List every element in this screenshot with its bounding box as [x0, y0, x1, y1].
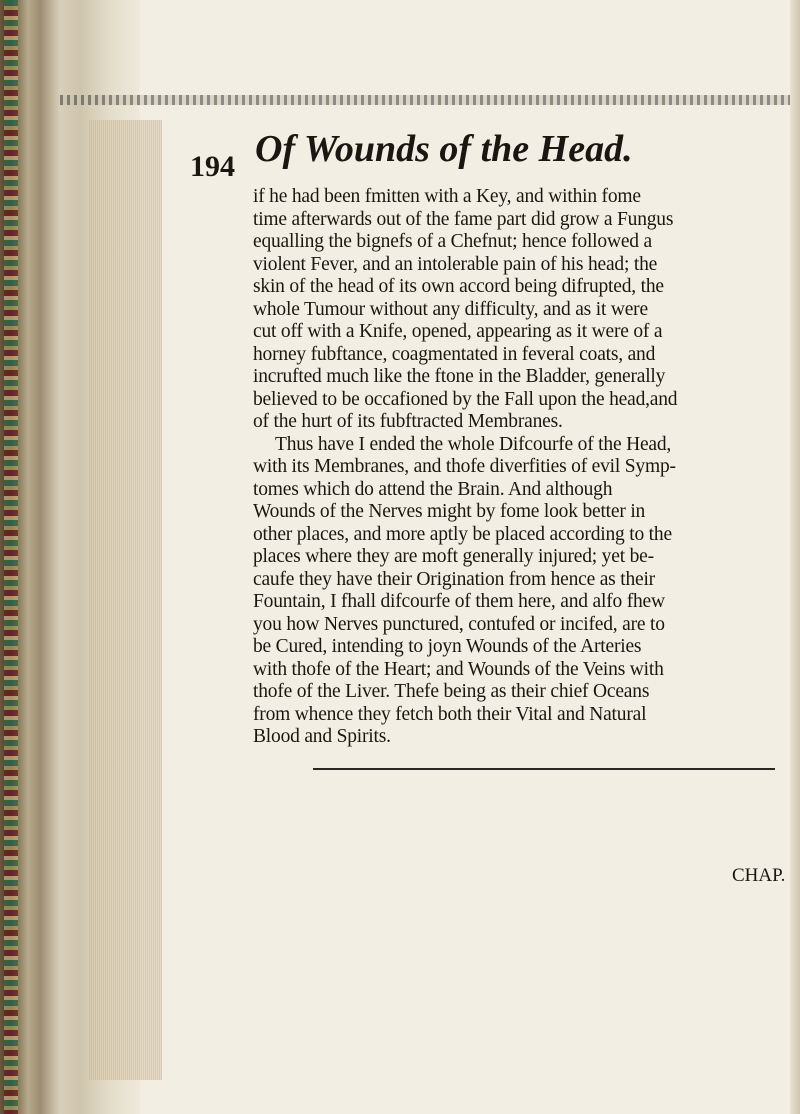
text-line: skin of the head of its own accord being difrupted, the: [253, 276, 664, 297]
horizontal-rule: [313, 768, 775, 770]
text-line: of the hurt of its fubftracted Membranes.: [253, 411, 563, 432]
text-line: Wounds of the Nerves might by fome look better in: [253, 501, 646, 522]
text-line: violent Fever, and an intolerable pain of his head; the: [253, 253, 658, 275]
body-text: [253, 186, 778, 749]
text-line: tomes which do attend the Brain. And although: [253, 478, 613, 500]
text-line: believed to be occafioned by the Fall upon the head,and: [253, 388, 678, 410]
text-line: if he had been fmitten with a Key, and within fome: [253, 186, 641, 207]
text-line: you how Nerves punctured, contufed or incifed, are to: [253, 613, 665, 635]
text-line: be Cured, intending to joyn Wounds of the Arteries: [253, 636, 642, 657]
text-line: thofe of the Liver. Thefe being as their chief Oceans: [253, 681, 650, 702]
text-line: places where they are moft generally injured; yet be-: [253, 546, 654, 567]
page-edges: [88, 120, 162, 1080]
text-line: from whence they fetch both their Vital and Natural: [253, 703, 647, 725]
text-line: equalling the bignefs of a Chefnut; hence followed a: [253, 231, 652, 252]
catchword: CHAP.: [732, 865, 786, 886]
text-line: cut off with a Knife, opened, appearing as it were of a: [253, 321, 663, 342]
text-line: horney fubftance, coagmentated in feveral coats, and: [253, 343, 656, 365]
text-line: caufe they have their Origination from hence as their: [253, 568, 655, 590]
text-line: incrufted much like the ftone in the Bladder, generally: [253, 366, 666, 387]
text-line: other places, and more aptly be placed according to the: [253, 523, 672, 545]
text-line: with its Membranes, and thofe diverfities of evil Symp-: [253, 456, 676, 477]
decorative-spine-border: [4, 0, 18, 1114]
right-page-edge: [790, 0, 800, 1114]
text-line: Blood and Spirits.: [253, 726, 391, 747]
text-line: Thus have I ended the whole Difcourfe of the Head,: [275, 433, 672, 455]
text-line: time afterwards out of the fame part did grow a Fungus: [253, 208, 674, 230]
text-line: Fountain, I fhall difcourfe of them here, and alfo fhew: [253, 591, 665, 612]
page-number: 194: [190, 150, 235, 183]
text-line: with thofe of the Heart; and Wounds of the Veins with: [253, 658, 664, 680]
top-decorative-border: [60, 95, 800, 105]
running-head: Of Wounds of the Head.: [255, 128, 633, 170]
text-line: whole Tumour without any difficulty, and as it were: [253, 298, 648, 320]
